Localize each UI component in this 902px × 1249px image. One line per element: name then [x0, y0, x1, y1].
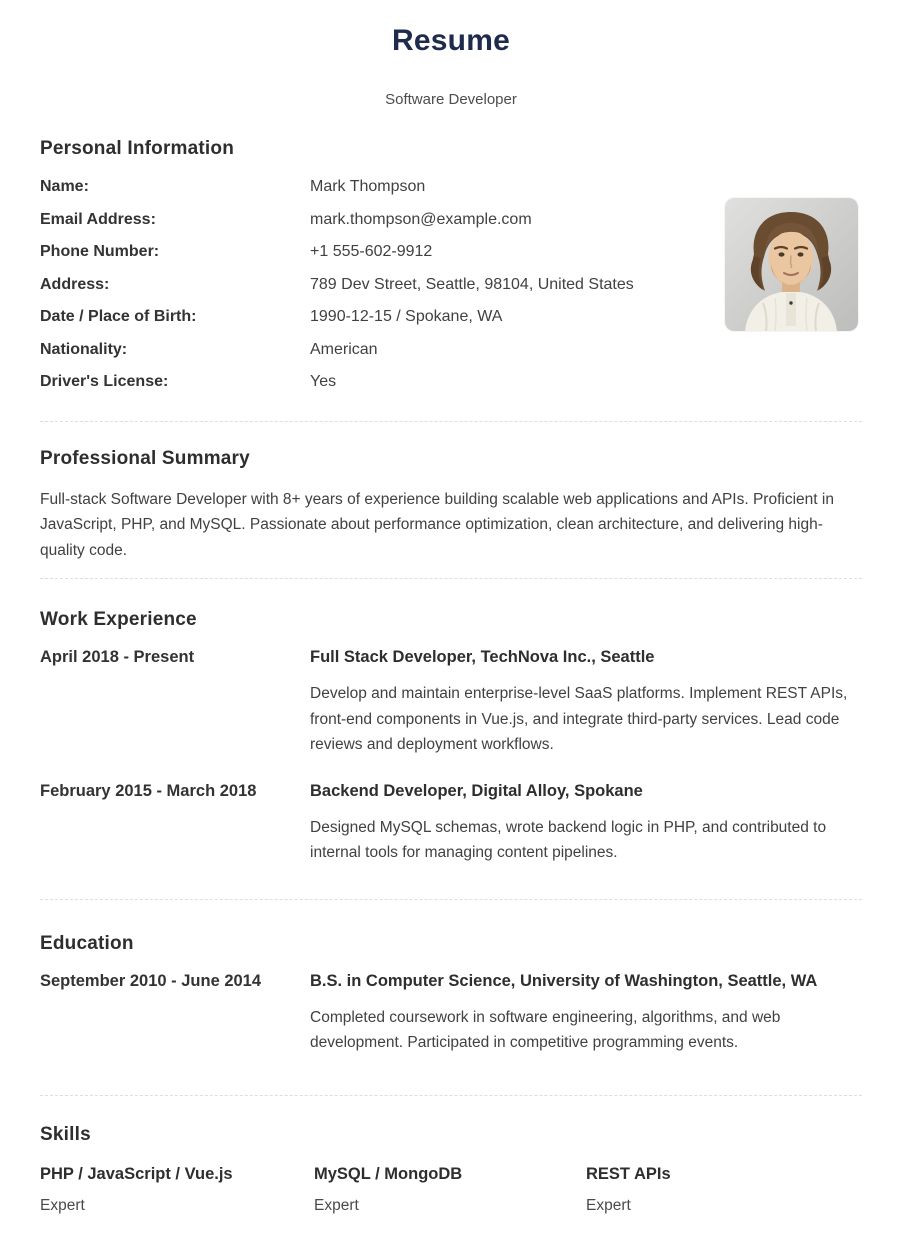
personal-info-row-birth [40, 307, 700, 340]
divider [40, 1095, 862, 1096]
personal-info-row-license [40, 372, 700, 405]
work-title: Backend Developer, Digital Alloy, Spokane [310, 781, 643, 800]
personal-info-row-nationality [40, 340, 700, 373]
license-value: Yes [310, 373, 337, 390]
personal-info-row-phone [40, 242, 700, 275]
skill-name: MySQL / MongoDB [314, 1164, 463, 1183]
profile-photo-illustration [725, 198, 858, 331]
address-value: 789 Dev Street, Seattle, 98104, United States [310, 275, 634, 293]
education-item [40, 971, 862, 1056]
professional-summary-text: Full-stack Software Developer with 8+ years of experience building scalable web applications and APIs. Proficient in JavaScript, PHP, and MySQL. Passionate about performance optimization, clean architecture, and delivering high-quality code. [40, 490, 834, 559]
email-label: Email Address: [40, 210, 156, 228]
work-description: Designed MySQL schemas, wrote backend logic in PHP, and contributed to internal tools for managing content pipelines. [310, 818, 827, 861]
education-heading: Education [40, 932, 134, 954]
personal-information-rows [40, 177, 700, 405]
skills-grid [40, 1164, 862, 1215]
personal-info-row-address [40, 275, 700, 308]
nationality-label: Nationality: [40, 340, 128, 358]
birth-label: Date / Place of Birth: [40, 308, 197, 325]
section-skills [40, 1123, 862, 1215]
professional-summary-heading: Professional Summary [40, 447, 250, 469]
nationality-value: American [310, 340, 378, 358]
skill-item [586, 1164, 862, 1215]
work-title: Full Stack Developer, TechNova Inc., Seattle [310, 648, 655, 666]
skill-item [40, 1164, 314, 1215]
personal-info-row-email [40, 210, 700, 243]
skill-level: Expert [314, 1196, 359, 1214]
education-period: September 2010 - June 2014 [40, 971, 262, 990]
education-description: Completed coursework in software engineering, algorithms, and web development. Participated in competitive programming events. [310, 1008, 781, 1051]
personal-info-row-name [40, 177, 700, 210]
skill-name: PHP / JavaScript / Vue.js [40, 1164, 233, 1183]
section-professional-summary [40, 447, 862, 564]
page-subtitle: Software Developer [385, 91, 517, 108]
phone-value: +1 555-602-9912 [310, 243, 433, 260]
skill-name: REST APIs [586, 1164, 671, 1183]
profile-photo [725, 198, 858, 331]
email-value: mark.thompson@example.com [310, 210, 532, 228]
divider [40, 899, 862, 900]
divider [40, 578, 862, 579]
work-experience-item [40, 781, 862, 866]
skill-item [314, 1164, 586, 1215]
work-experience-item [40, 647, 862, 758]
phone-label: Phone Number: [40, 243, 160, 260]
license-label: Driver's License: [40, 373, 169, 390]
work-period: April 2018 - Present [40, 648, 195, 666]
personal-information-heading: Personal Information [40, 138, 235, 159]
divider [40, 421, 862, 422]
name-value: Mark Thompson [310, 178, 426, 195]
resume-document [0, 26, 902, 1215]
education-title: B.S. in Computer Science, University of Washington, Seattle, WA [310, 971, 818, 990]
skills-heading: Skills [40, 1123, 91, 1145]
work-period: February 2015 - March 2018 [40, 781, 257, 800]
address-label: Address: [40, 275, 110, 293]
name-label: Name: [40, 178, 89, 195]
work-experience-heading: Work Experience [40, 609, 197, 630]
page-title: Resume [392, 24, 510, 57]
work-description: Develop and maintain enterprise-level SaaS platforms. Implement REST APIs, front-end components in Vue.js, and integrate third-party services. Lead code reviews and deployment workflows. [310, 685, 848, 753]
skill-level: Expert [40, 1196, 85, 1214]
section-work-experience [40, 608, 862, 866]
birth-value: 1990-12-15 / Spokane, WA [310, 308, 503, 325]
skill-level: Expert [586, 1196, 631, 1214]
section-education [40, 932, 862, 1056]
